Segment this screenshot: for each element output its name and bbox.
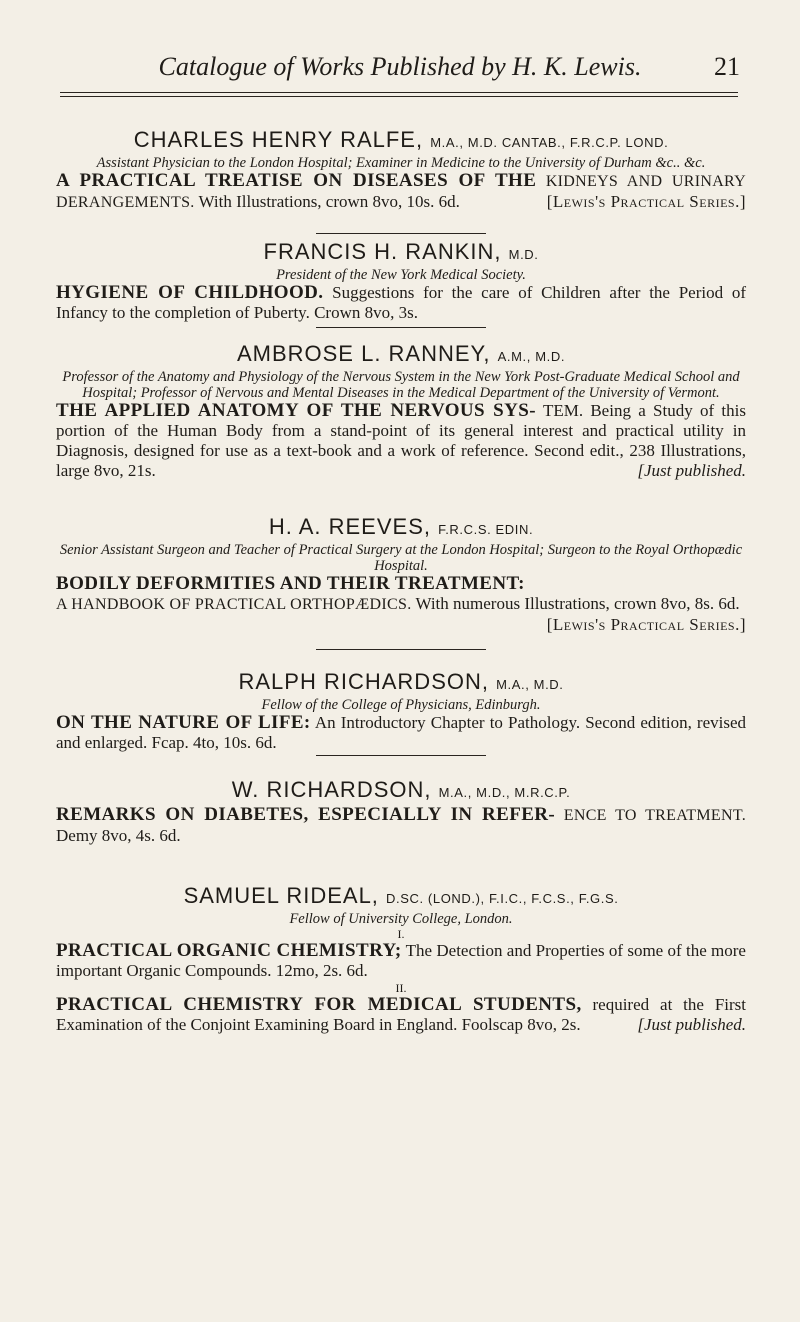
author-degrees: M.D. bbox=[508, 247, 539, 262]
separator-rule bbox=[316, 327, 486, 328]
work-entry bbox=[56, 713, 746, 753]
author-affiliation: Assistant Physician to the London Hospital; Examiner in Medicine to the University of Durham &c.. &c. bbox=[96, 155, 706, 171]
author-degrees: A.M., M.D. bbox=[497, 349, 566, 364]
work-title: REMARKS ON DIABETES, ESPECIALLY IN REFER- bbox=[56, 804, 556, 825]
author-line bbox=[56, 515, 746, 542]
work-title: PRACTICAL ORGANIC CHEMISTRY; bbox=[56, 940, 402, 961]
page-number: 21 bbox=[714, 52, 740, 81]
author-affiliation: Fellow of University College, London. bbox=[289, 911, 513, 927]
work-description: An Introductory Chapter to Pathology. Second edition, revised and enlarged. Fcap. 4to, 10s. 6d. bbox=[56, 713, 747, 752]
work-entry bbox=[56, 283, 746, 323]
work-numeral: I. bbox=[397, 927, 405, 941]
running-title: Catalogue of Works Published by H. K. Lewis. bbox=[158, 52, 642, 81]
catalogue-entry bbox=[56, 515, 746, 635]
work-title: HYGIENE OF CHILDHOOD. bbox=[56, 282, 324, 303]
work-entry bbox=[56, 401, 746, 481]
work-description: Demy 8vo, 4s. 6d. bbox=[56, 826, 181, 845]
work-title-continued: A HANDBOOK OF PRACTICAL ORTHOPÆDICS. bbox=[56, 596, 412, 613]
running-head bbox=[60, 52, 740, 82]
work-title-continued: KIDNEYS AND URINARY DERANGEMENTS. bbox=[56, 173, 746, 211]
publication-note: [Just published. bbox=[637, 1015, 746, 1034]
separator-rule bbox=[316, 233, 486, 234]
author-line bbox=[56, 884, 746, 911]
catalogue-content bbox=[56, 128, 746, 1035]
catalogue-entry bbox=[56, 240, 746, 323]
catalogue-entry bbox=[56, 670, 746, 753]
author-name: CHARLES HENRY RALFE, bbox=[133, 127, 424, 152]
author-affiliation: Professor of the Anatomy and Physiology of the Nervous System in the New York Post-Graduate Medical School and Hospital; Professor of Nervous and Mental Diseases in the Medical Department of the University of Vermont. bbox=[62, 369, 740, 401]
publication-note: [Just published. bbox=[637, 461, 746, 480]
author-line bbox=[56, 240, 746, 267]
work-title: BODILY DEFORMITIES AND THEIR TREATMENT: bbox=[56, 573, 525, 594]
work-description: With Illustrations, crown 8vo, 10s. 6d. bbox=[198, 192, 460, 211]
author-line bbox=[56, 342, 746, 369]
work-title-continued: ENCE TO TREATMENT. bbox=[563, 807, 747, 824]
author-line bbox=[56, 670, 746, 697]
author-line bbox=[56, 128, 746, 155]
work-entry bbox=[56, 941, 746, 981]
work-entry bbox=[56, 995, 746, 1035]
spacer bbox=[56, 846, 746, 884]
work-numeral: II. bbox=[395, 981, 407, 995]
work-description: With numerous Illustrations, crown 8vo, 8s. 6d. bbox=[415, 594, 740, 613]
author-degrees: M.A., M.D., M.R.C.P. bbox=[438, 785, 571, 800]
catalogue-entry bbox=[56, 778, 746, 846]
author-line bbox=[56, 778, 746, 805]
work-title: ON THE NATURE OF LIFE: bbox=[56, 712, 311, 733]
catalogue-entry bbox=[56, 342, 746, 481]
separator-rule bbox=[316, 649, 486, 650]
author-degrees: M.A., M.D. bbox=[496, 677, 564, 692]
work-title: A PRACTICAL TREATISE ON DISEASES OF THE bbox=[56, 170, 537, 191]
work-entry bbox=[56, 171, 746, 213]
author-degrees: M.A., M.D. CANTAB., F.R.C.P. LOND. bbox=[430, 135, 669, 150]
author-name: FRANCIS H. RANKIN, bbox=[263, 239, 502, 264]
author-name: SAMUEL RIDEAL, bbox=[183, 883, 379, 908]
work-title: THE APPLIED ANATOMY OF THE NERVOUS SYS- bbox=[56, 400, 536, 421]
author-name: AMBROSE L. RANNEY, bbox=[236, 341, 491, 366]
work-description: required at the First Examination of the Conjoint Examining Board in England. Foolscap 8vo, 2s. bbox=[56, 995, 746, 1034]
author-name: H. A. REEVES, bbox=[268, 514, 431, 539]
work-description: The Detection and Properties of some of the more important Organic Compounds. 12mo, 2s. 6d. bbox=[56, 941, 746, 980]
author-affiliation: Senior Assistant Surgeon and Teacher of Practical Surgery at the London Hospital; Surgeon to the Royal Orthopædic Hospital. bbox=[59, 542, 743, 574]
work-description: Suggestions for the care of Children after the Period of Infancy to the completion of Puberty. Crown 8vo, 3s. bbox=[56, 283, 747, 322]
catalogue-entry bbox=[56, 884, 746, 1035]
work-entry bbox=[56, 805, 746, 846]
author-degrees: F.R.C.S. EDIN. bbox=[438, 522, 534, 537]
author-name: W. RICHARDSON, bbox=[231, 777, 432, 802]
work-title: PRACTICAL CHEMISTRY FOR MEDICAL STUDENTS, bbox=[56, 994, 582, 1015]
author-name: RALPH RICHARDSON, bbox=[238, 669, 489, 694]
spacer bbox=[56, 481, 746, 515]
header-rule bbox=[60, 96, 738, 97]
work-description: TEM. Being a Study of this portion of the Human Body from a stand-point of its general interest and practical utility in Diagnosis, designed for use as a text-book and a work of reference. Second edit., 238 Illustrations, large 8vo, 21s. bbox=[56, 401, 746, 480]
separator-rule bbox=[316, 755, 486, 756]
header-rule bbox=[60, 92, 738, 93]
author-affiliation: Fellow of the College of Physicians, Edinburgh. bbox=[261, 697, 541, 713]
author-degrees: D.SC. (LOND.), F.I.C., F.C.S., F.G.S. bbox=[386, 891, 619, 906]
author-affiliation: President of the New York Medical Society. bbox=[276, 267, 526, 283]
work-entry bbox=[56, 574, 746, 635]
catalogue-entry bbox=[56, 128, 746, 213]
series-note: [Lewis's Practical Series.] bbox=[546, 615, 746, 634]
series-note: [Lewis's Practical Series.] bbox=[546, 192, 746, 211]
